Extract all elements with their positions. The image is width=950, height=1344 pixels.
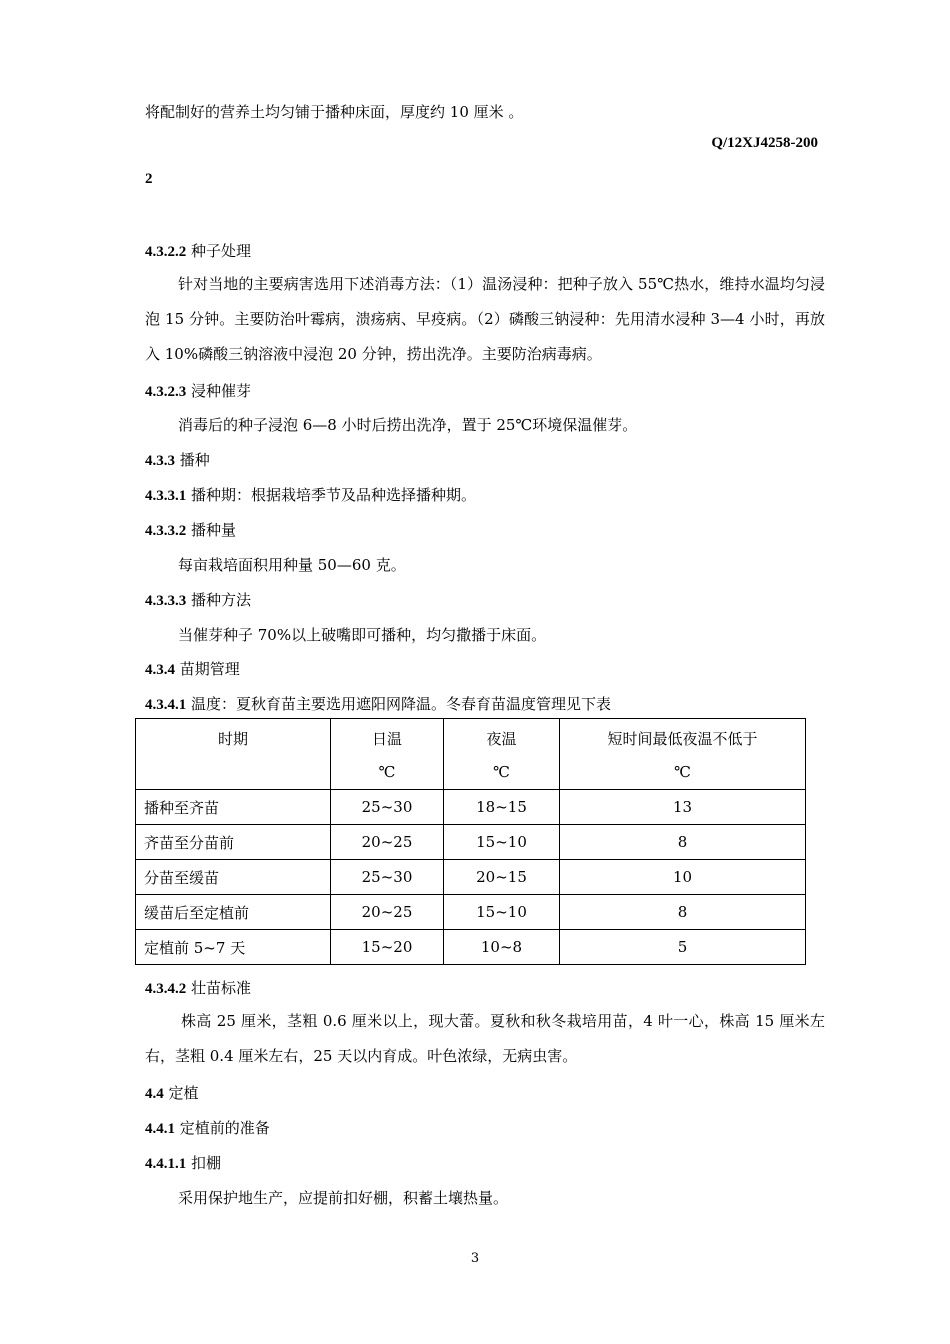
table-cell: 20~25 xyxy=(331,895,444,930)
section-number: 4.3.4.1 xyxy=(145,697,187,713)
section-number: 4.3.3.2 xyxy=(145,523,187,539)
table-cell: 播种至齐苗 xyxy=(136,790,331,825)
section-4-4-1-1-heading xyxy=(145,1152,221,1173)
table-cell: 25~30 xyxy=(331,790,444,825)
table-header-cell: 时期 xyxy=(136,719,331,790)
paragraph-germination: 消毒后的种子浸泡 6—8 小时后捞出洗净，置于 25℃环境保温催芽。 xyxy=(178,416,638,434)
section-number: 4.3.2.2 xyxy=(145,244,187,260)
table-row xyxy=(136,790,806,825)
section-title: 定植 xyxy=(163,1084,199,1102)
table-cell: 8 xyxy=(560,825,806,860)
section-title: 浸种催芽 xyxy=(186,382,252,400)
table-header-cell: 短时间最低夜温不低于 ℃ xyxy=(560,719,806,790)
table-cell: 15~20 xyxy=(331,930,444,965)
section-4-3-3-3-heading xyxy=(145,589,251,610)
table-cell: 15~10 xyxy=(444,895,560,930)
table-row xyxy=(136,930,806,965)
table-cell: 10 xyxy=(560,860,806,895)
section-title: 种子处理 xyxy=(186,242,252,260)
table-cell: 8 xyxy=(560,895,806,930)
table-row xyxy=(136,895,806,930)
table-row xyxy=(136,825,806,860)
section-number: 4.3.4.2 xyxy=(145,981,187,997)
table-cell: 20~25 xyxy=(331,825,444,860)
section-4-3-3-2-heading xyxy=(145,519,236,540)
section-title: 播种量 xyxy=(186,521,237,539)
table-cell: 定植前 5~7 天 xyxy=(136,930,331,965)
section-number: 4.3.2.3 xyxy=(145,384,187,400)
intro-line: 将配制好的营养土均匀铺于播种床面，厚度约 10 厘米 。 xyxy=(145,103,524,121)
section-number: 4.3.3 xyxy=(145,453,175,469)
page-number: 3 xyxy=(470,1251,480,1266)
table-cell: 18~15 xyxy=(444,790,560,825)
section-4-3-2-3-heading xyxy=(145,380,251,401)
section-number: 4.4.1 xyxy=(145,1121,175,1137)
temperature-table xyxy=(135,718,806,965)
table-cell: 13 xyxy=(560,790,806,825)
table-header-cell: 夜温 ℃ xyxy=(444,719,560,790)
section-4-4-1-heading xyxy=(145,1117,270,1138)
paragraph-greenhouse: 采用保护地生产，应提前扣好棚，积蓄土壤热量。 xyxy=(178,1189,509,1207)
table-cell: 20~15 xyxy=(444,860,560,895)
section-4-3-3-1-heading xyxy=(145,484,476,505)
section-title: 定植前的准备 xyxy=(175,1119,270,1137)
paragraph-seed-treatment: 针对当地的主要病害选用下述消毒方法：（1）温汤浸种：把种子放入 55℃热水，维持水温均匀浸泡 15 分钟。主要防治叶霉病，溃疡病、早疫病。（2）磷酸三钠浸种：先用清水浸种 3—4 小时，再放入 10%磷酸三钠溶液中浸泡 20 分钟，捞出洗净。主要防治病毒病。 xyxy=(145,275,825,363)
section-title: 播种期：根据栽培季节及品种选择播种期。 xyxy=(186,486,477,504)
table-cell: 分苗至缓苗 xyxy=(136,860,331,895)
section-number: 4.3.3.1 xyxy=(145,488,187,504)
section-title: 壮苗标准 xyxy=(186,979,252,997)
section-title: 播种方法 xyxy=(186,591,252,609)
table-header-row xyxy=(136,719,806,790)
table-cell: 缓苗后至定植前 xyxy=(136,895,331,930)
section-4-4-heading xyxy=(145,1082,199,1103)
document-code: Q/12XJ4258-200 xyxy=(711,135,818,151)
paragraph-sowing-method: 当催芽种子 70%以上破嘴即可播种，均匀撒播于床面。 xyxy=(178,626,547,644)
section-title: 播种 xyxy=(175,451,210,469)
section-4-3-4-1-heading xyxy=(145,693,611,714)
table-row xyxy=(136,860,806,895)
section-title: 苗期管理 xyxy=(175,660,240,678)
section-number: 4.3.4 xyxy=(145,662,175,678)
table-cell: 5 xyxy=(560,930,806,965)
section-4-3-4-2-heading xyxy=(145,977,251,998)
document-code-suffix: 2 xyxy=(145,171,153,187)
section-number: 4.4.1.1 xyxy=(145,1156,187,1172)
section-number: 4.3.3.3 xyxy=(145,593,187,609)
section-title: 扣棚 xyxy=(186,1154,222,1172)
section-number: 4.4 xyxy=(145,1086,164,1102)
table-cell: 15~10 xyxy=(444,825,560,860)
paragraph-seed-amount: 每亩栽培面积用种量 50—60 克。 xyxy=(178,556,406,574)
section-title: 温度：夏秋育苗主要选用遮阳网降温。冬春育苗温度管理见下表 xyxy=(186,695,612,713)
table-cell: 25~30 xyxy=(331,860,444,895)
section-4-3-2-2-heading xyxy=(145,240,251,261)
section-4-3-3-heading xyxy=(145,449,210,470)
table-header-cell: 日温 ℃ xyxy=(331,719,444,790)
table-cell: 齐苗至分苗前 xyxy=(136,825,331,860)
paragraph-seedling-standard: 株高 25 厘米，茎粗 0.6 厘米以上，现大蕾。夏秋和秋冬栽培用苗，4 叶一心，株高 15 厘米左右，茎粗 0.4 厘米左右，25 天以内育成。叶色浓绿，无病虫害。 xyxy=(145,1012,825,1065)
table-cell: 10~8 xyxy=(444,930,560,965)
section-4-3-4-heading xyxy=(145,658,240,679)
